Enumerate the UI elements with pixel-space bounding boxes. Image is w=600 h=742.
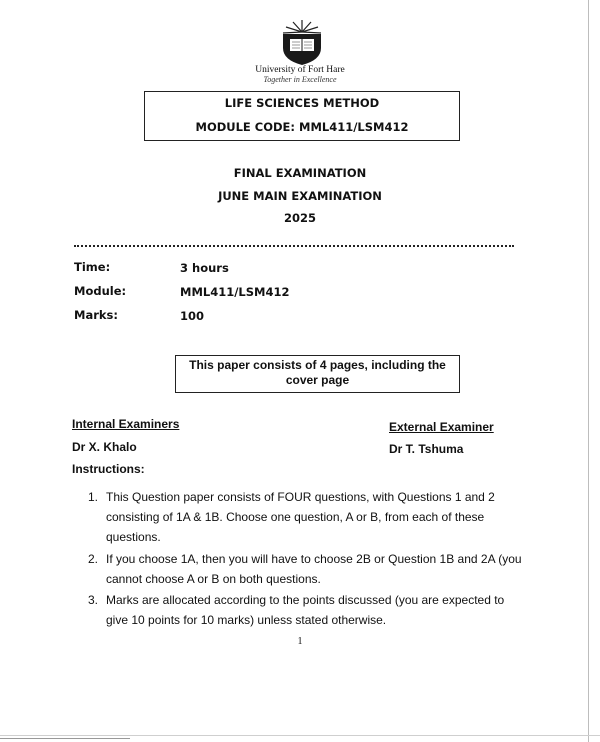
detail-label-time: Time: [74, 260, 111, 274]
internal-examiners-heading: Internal Examiners [72, 417, 180, 431]
page-edge-bottom [0, 735, 600, 736]
exam-year: 2025 [283, 211, 316, 225]
university-name: University of Fort Hare [255, 65, 345, 75]
course-title-box [144, 91, 460, 141]
instruction-text: This Question paper consists of FOUR questions, with Questions 1 and 2 consisting of 1A & 1B. Choose one question, A or B, from each of these questions. [106, 490, 495, 544]
detail-value-marks: 100 [180, 309, 205, 323]
internal-examiner-name: Dr X. Khalo [72, 440, 137, 454]
instruction-text: If you choose 1A, then you will have to choose 2B or Question 1B and 2A (you cannot choose A or B on both questions. [106, 552, 522, 586]
detail-value-time: 3 hours [180, 261, 229, 275]
university-crest-icon [280, 18, 324, 66]
instruction-number: 2. [88, 552, 99, 566]
instruction-item [88, 549, 528, 589]
page-number: 1 [297, 636, 303, 647]
detail-value-module: MML411/LSM412 [180, 285, 290, 299]
dotted-divider [74, 241, 514, 247]
instruction-item [88, 487, 528, 547]
detail-label-module: Module: [74, 284, 127, 298]
module-code: MODULE CODE: MML411/LSM412 [195, 120, 409, 134]
instructions-heading: Instructions: [72, 462, 145, 476]
instruction-item [88, 590, 528, 630]
external-examiner-heading: External Examiner [389, 420, 494, 434]
instruction-text: Marks are allocated according to the points discussed (you are expected to give 10 points for 10 marks) unless stated otherwise. [106, 593, 505, 627]
instruction-number: 3. [88, 593, 99, 607]
detail-label-marks: Marks: [74, 308, 118, 322]
page-edge [588, 0, 589, 742]
exam-type: FINAL EXAMINATION [233, 166, 367, 180]
university-motto: Together in Excellence [263, 75, 337, 84]
notice-line-2: cover page [285, 373, 350, 387]
page-count-notice [175, 355, 460, 393]
instruction-number: 1. [88, 490, 99, 504]
course-name: LIFE SCIENCES METHOD [224, 96, 380, 110]
scan-artifact-line [0, 738, 130, 739]
exam-session: JUNE MAIN EXAMINATION [218, 189, 382, 203]
external-examiner-name: Dr T. Tshuma [389, 442, 464, 456]
notice-line-1: This paper consists of 4 pages, including the [189, 358, 446, 372]
